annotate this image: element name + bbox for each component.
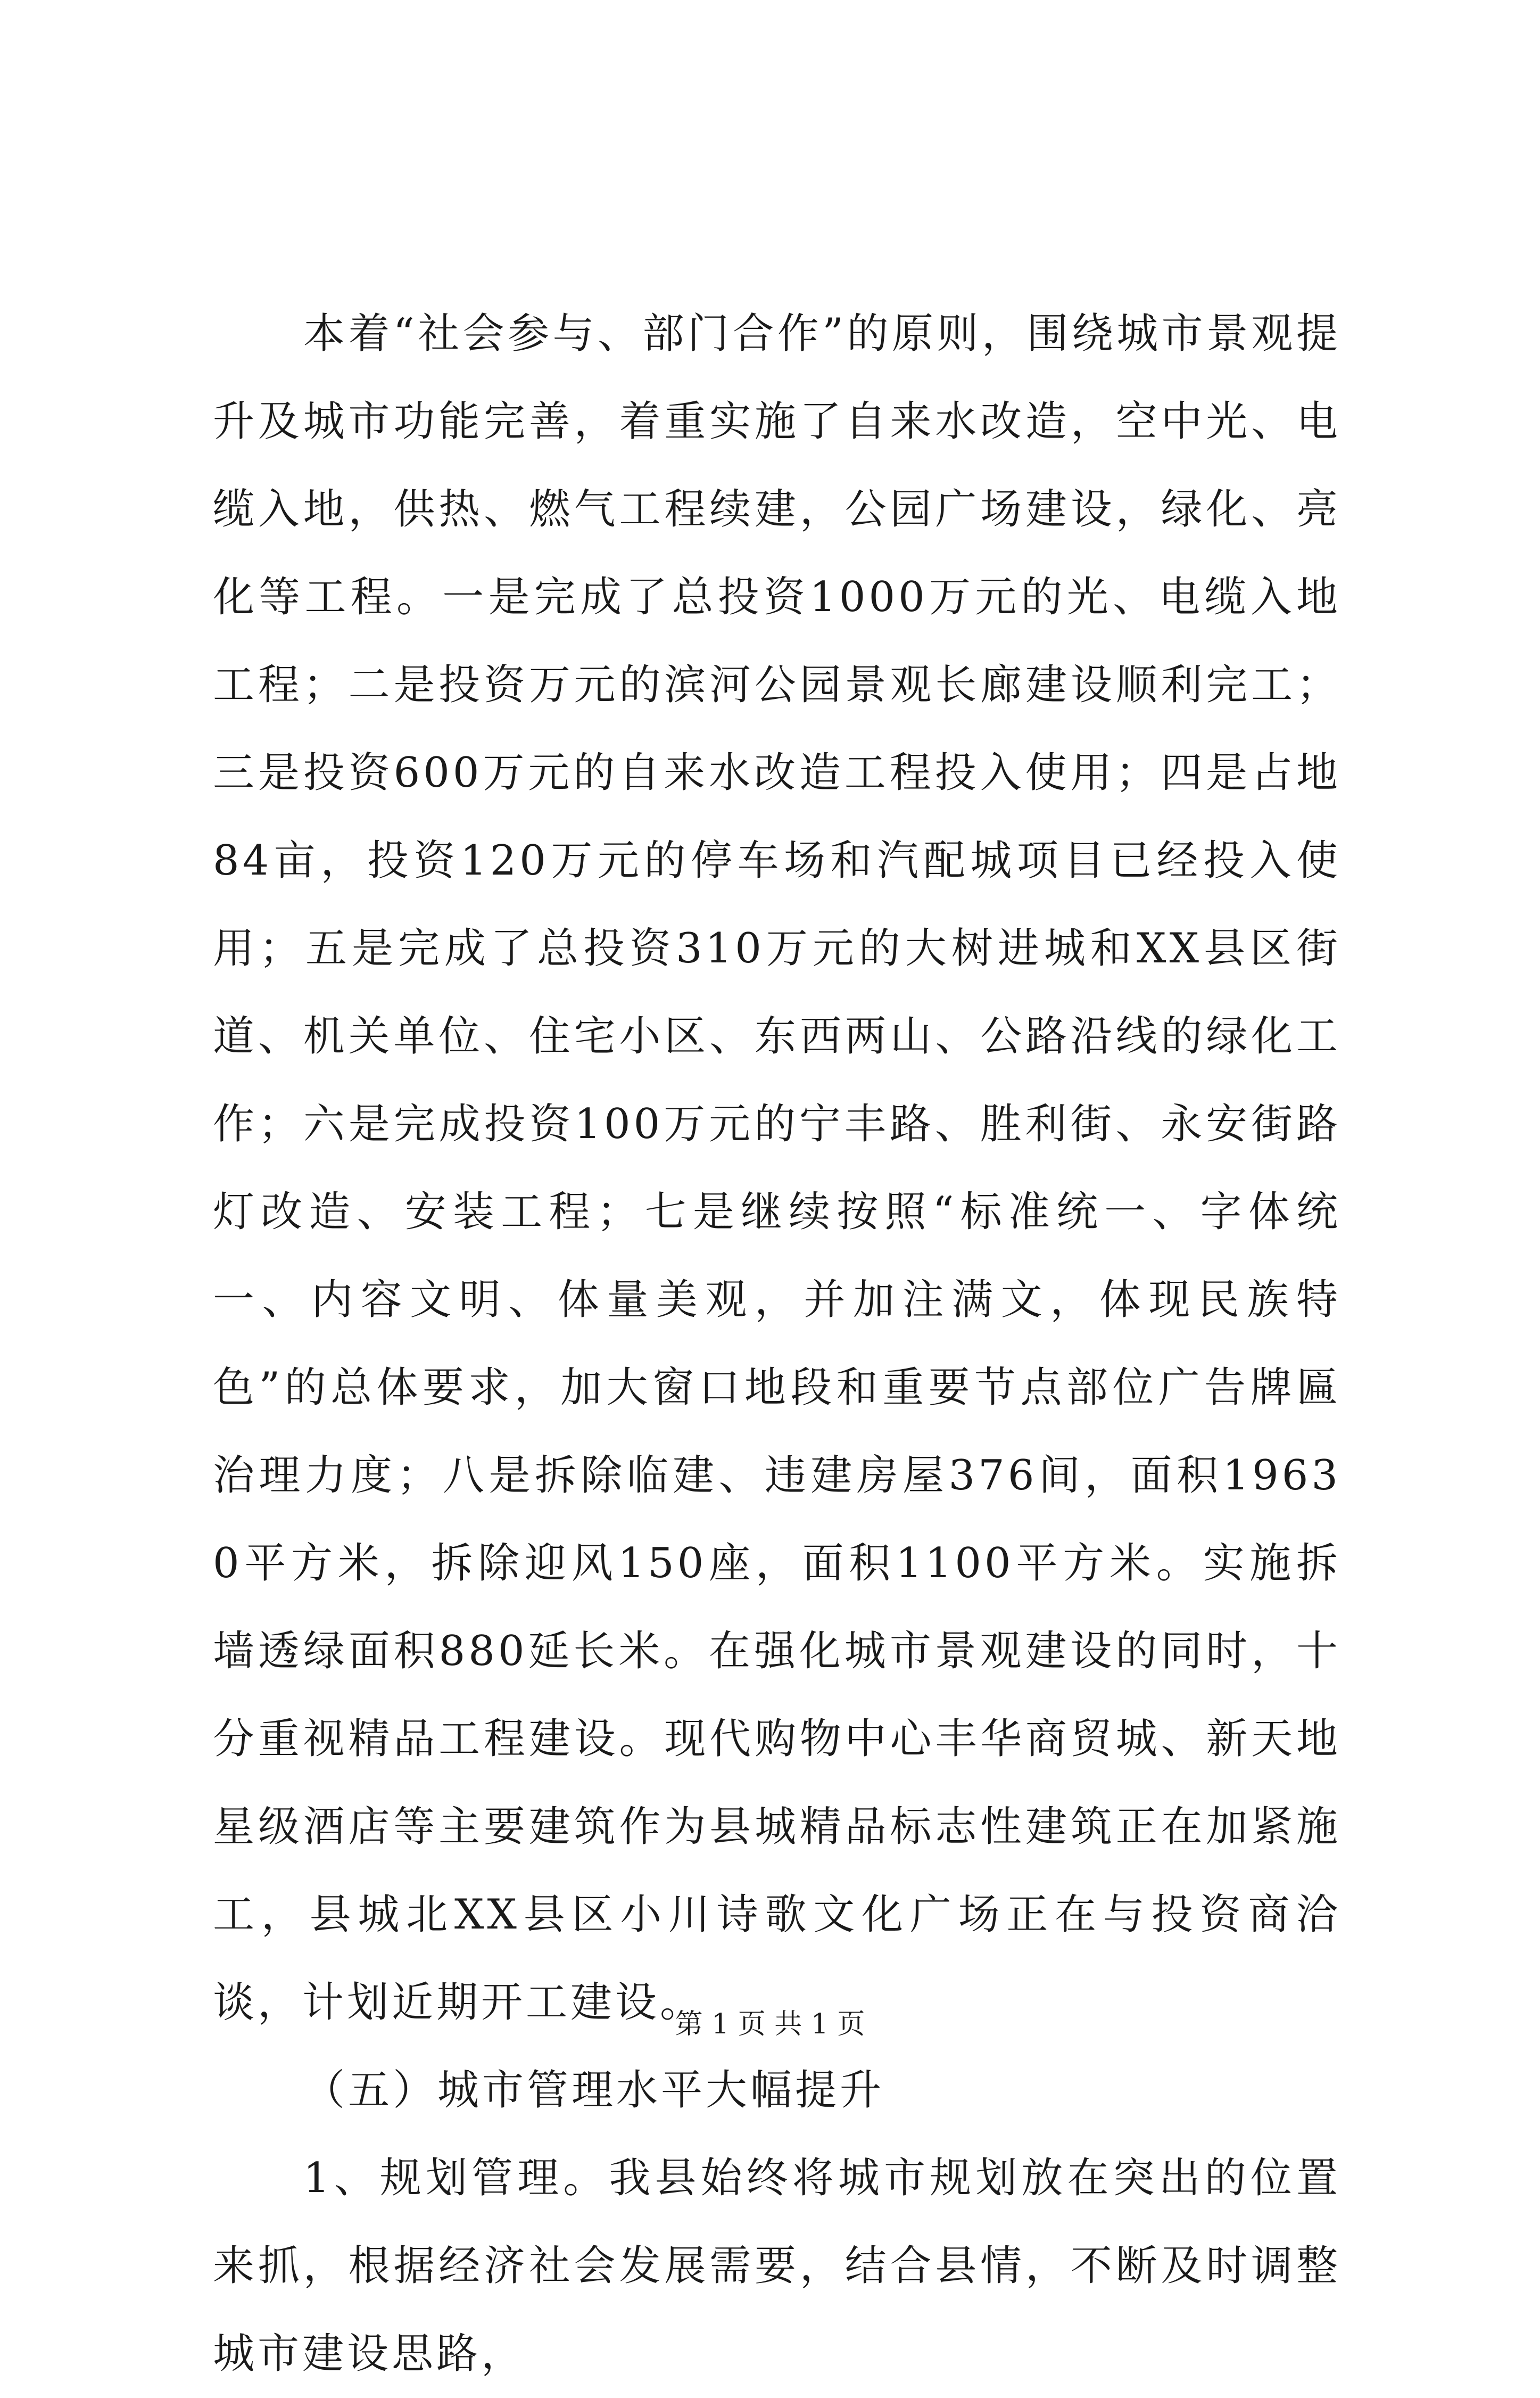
- body-paragraph-1: 本着“社会参与、部门合作”的原则，围绕城市景观提升及城市功能完善，着重实施了自来水改造，空中光、电缆入地，供热、燃气工程续建，公园广场建设，绿化、亮化等工程。一是完成了总投资1000万元的光、电缆入地工程；二是投资万元的滨河公园景观长廊建设顺利完工；三是投资600万元的自来水改造工程投入使用；四是占地84亩，投资120万元的停车场和汽配城项目已经投入使用；五是完成了总投资310万元的大树进城和XX县区街道、机关单位、住宅小区、东西两山、公路沿线的绿化工作；六是完成投资100万元的宁丰路、胜利街、永安街路灯改造、安装工程；七是继续按照“标准统一、字体统一、内容文明、体量美观，并加注满文，体现民族特色”的总体要求，加大窗口地段和重要节点部位广告牌匾治理力度；八是拆除临建、违建房屋376间，面积19630平方米，拆除迎风150座，面积1100平方米。实施拆墙透绿面积880延长米。在强化城市景观建设的同时，十分重视精品工程建设。现代购物中心丰华商贸城、新天地星级酒店等主要建筑作为县城精品标志性建筑正在加紧施工，县城北XX县区小川诗歌文化广场正在与投资商洽谈，计划近期开工建设。: [213, 310, 1341, 2026]
- section-heading: （五）城市管理水平大幅提升: [303, 2066, 885, 2114]
- body-paragraph-2: 1、规划管理。我县始终将城市规划放在突出的位置来抓，根据经济社会发展需要，结合县情，不断及时调整城市建设思路，: [213, 2154, 1341, 2378]
- document-body: [213, 290, 1341, 2398]
- page-footer: 第 1 页 共 1 页: [675, 2008, 865, 2040]
